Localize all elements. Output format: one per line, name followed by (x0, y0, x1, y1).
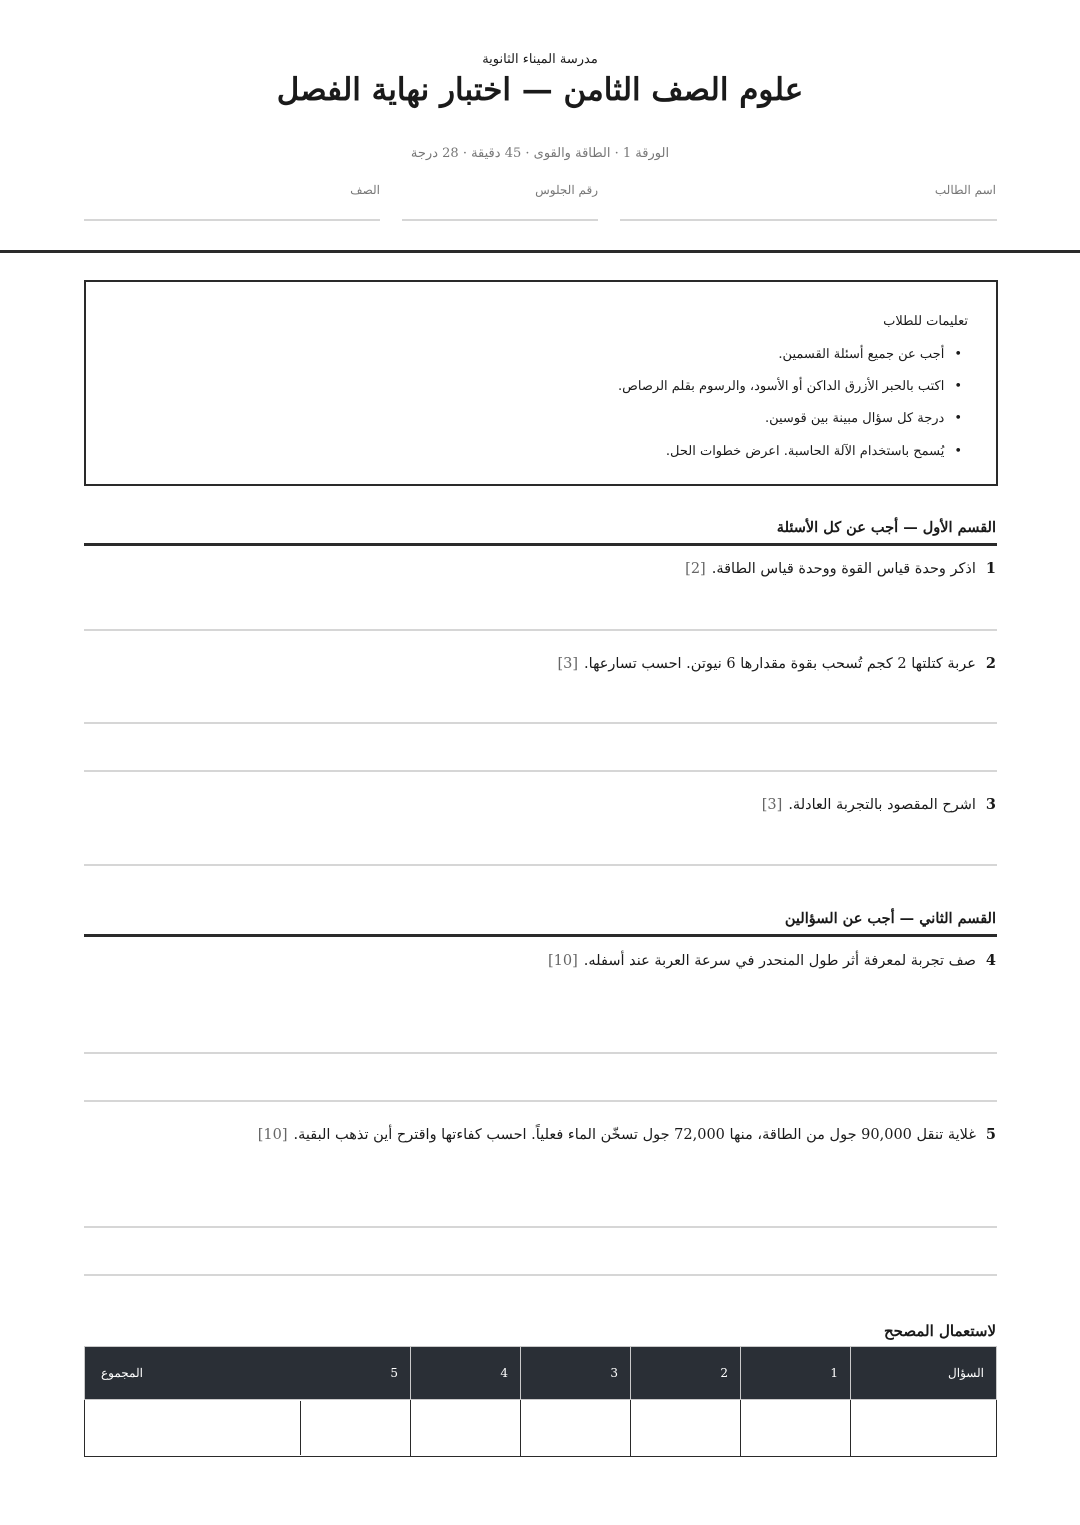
instruction-item: •درجة كل سؤال مبينة بين قوسين. (764, 411, 962, 426)
class-label: الصف (350, 183, 380, 197)
school-name: مدرسة الميناء الثانوية (482, 52, 598, 67)
question-number-cell: 4 (411, 1347, 521, 1400)
question-3: 3اشرح المقصود بالتجربة العادلة.[3] (761, 796, 996, 813)
paper-meta: الورقة 1 · الطاقة والقوى · 45 دقيقة · 28 درجة (410, 146, 670, 161)
marks-cell[interactable] (85, 1400, 411, 1457)
marks-cell-total[interactable] (86, 1401, 300, 1455)
marks-badge: [10] (548, 953, 578, 969)
total-label: المجموع (101, 1366, 143, 1380)
marks-badge: [3] (761, 797, 783, 813)
question-number-cell: 3 (521, 1347, 631, 1400)
answer-line[interactable] (84, 770, 997, 772)
question-5: 5غلاية تنقل 90,000 جول من الطاقة، منها 72,000 جول تسخّن الماء فعلياً. احسب كفاءتها واقترح أين تذهب البقية.[10] (257, 1126, 996, 1143)
question-number-cell: 1 (741, 1347, 851, 1400)
total-header (97, 1366, 398, 1380)
answer-line[interactable] (84, 629, 997, 631)
marks-cell[interactable] (741, 1400, 851, 1457)
answer-line[interactable] (84, 864, 997, 866)
student-name-label: اسم الطالب (934, 183, 996, 197)
marks-cell[interactable] (631, 1400, 741, 1457)
question-2: 2عربة كتلتها 2 كجم تُسحب بقوة مقدارها 6 نيوتن. احسب تسارعها.[3] (557, 655, 996, 672)
header-divider (0, 250, 1080, 253)
section-rule (84, 934, 997, 937)
student-name-field[interactable] (620, 219, 997, 221)
marks-badge: [10] (257, 1127, 288, 1143)
instruction-item: •اكتب بالحبر الأزرق الداكن أو الأسود، والرسوم بقلم الرصاص. (618, 379, 962, 394)
marks-table-row (85, 1400, 997, 1457)
marks-badge: [2] (685, 561, 706, 577)
marks-table (84, 1346, 997, 1457)
instructions-title: تعليمات للطلاب (883, 314, 968, 329)
answer-line[interactable] (84, 722, 997, 724)
answer-line[interactable] (84, 1100, 997, 1102)
section-rule (84, 543, 997, 546)
question-row-label: السؤال (851, 1347, 997, 1400)
question-4: 4صف تجربة لمعرفة أثر طول المنحدر في سرعة العربة عند أسفله.[10] (548, 952, 996, 969)
bullet-icon: • (954, 411, 962, 426)
marks-badge: [3] (557, 656, 579, 672)
question-1: 1اذكر وحدة قياس القوة ووحدة قياس الطاقة.[2] (685, 560, 996, 577)
split-cell (86, 1401, 409, 1455)
question-number-cell: 2 (631, 1347, 741, 1400)
seat-number-label: رقم الجلوس (535, 183, 598, 197)
marker-use-label: لاستعمال المصحح (883, 1322, 996, 1340)
last-header-cell (85, 1347, 411, 1400)
class-field[interactable] (84, 219, 380, 221)
section-heading: القسم الثاني — أجب عن السؤالين (784, 910, 996, 927)
bullet-icon: • (954, 347, 962, 362)
question-number-cell: 5 (390, 1366, 398, 1380)
answer-line[interactable] (84, 1052, 997, 1054)
seat-number-field[interactable] (402, 219, 598, 221)
answer-line[interactable] (84, 1226, 997, 1228)
marks-cell[interactable] (411, 1400, 521, 1457)
bullet-icon: • (954, 379, 962, 394)
page-title: علوم الصف الثامن — اختبار نهاية الفصل (276, 72, 804, 108)
answer-line[interactable] (84, 1274, 997, 1276)
marks-cell-q5[interactable] (300, 1401, 409, 1455)
marks-cell (851, 1400, 997, 1457)
instruction-item: •يُسمح باستخدام الآلة الحاسبة. اعرض خطوات الحل. (665, 444, 962, 459)
instruction-item: •أجب عن جميع أسئلة القسمين. (778, 347, 962, 362)
bullet-icon: • (954, 444, 962, 459)
marks-cell[interactable] (521, 1400, 631, 1457)
marks-table-header (85, 1347, 997, 1400)
section-heading: القسم الأول — أجب عن كل الأسئلة (776, 519, 996, 536)
